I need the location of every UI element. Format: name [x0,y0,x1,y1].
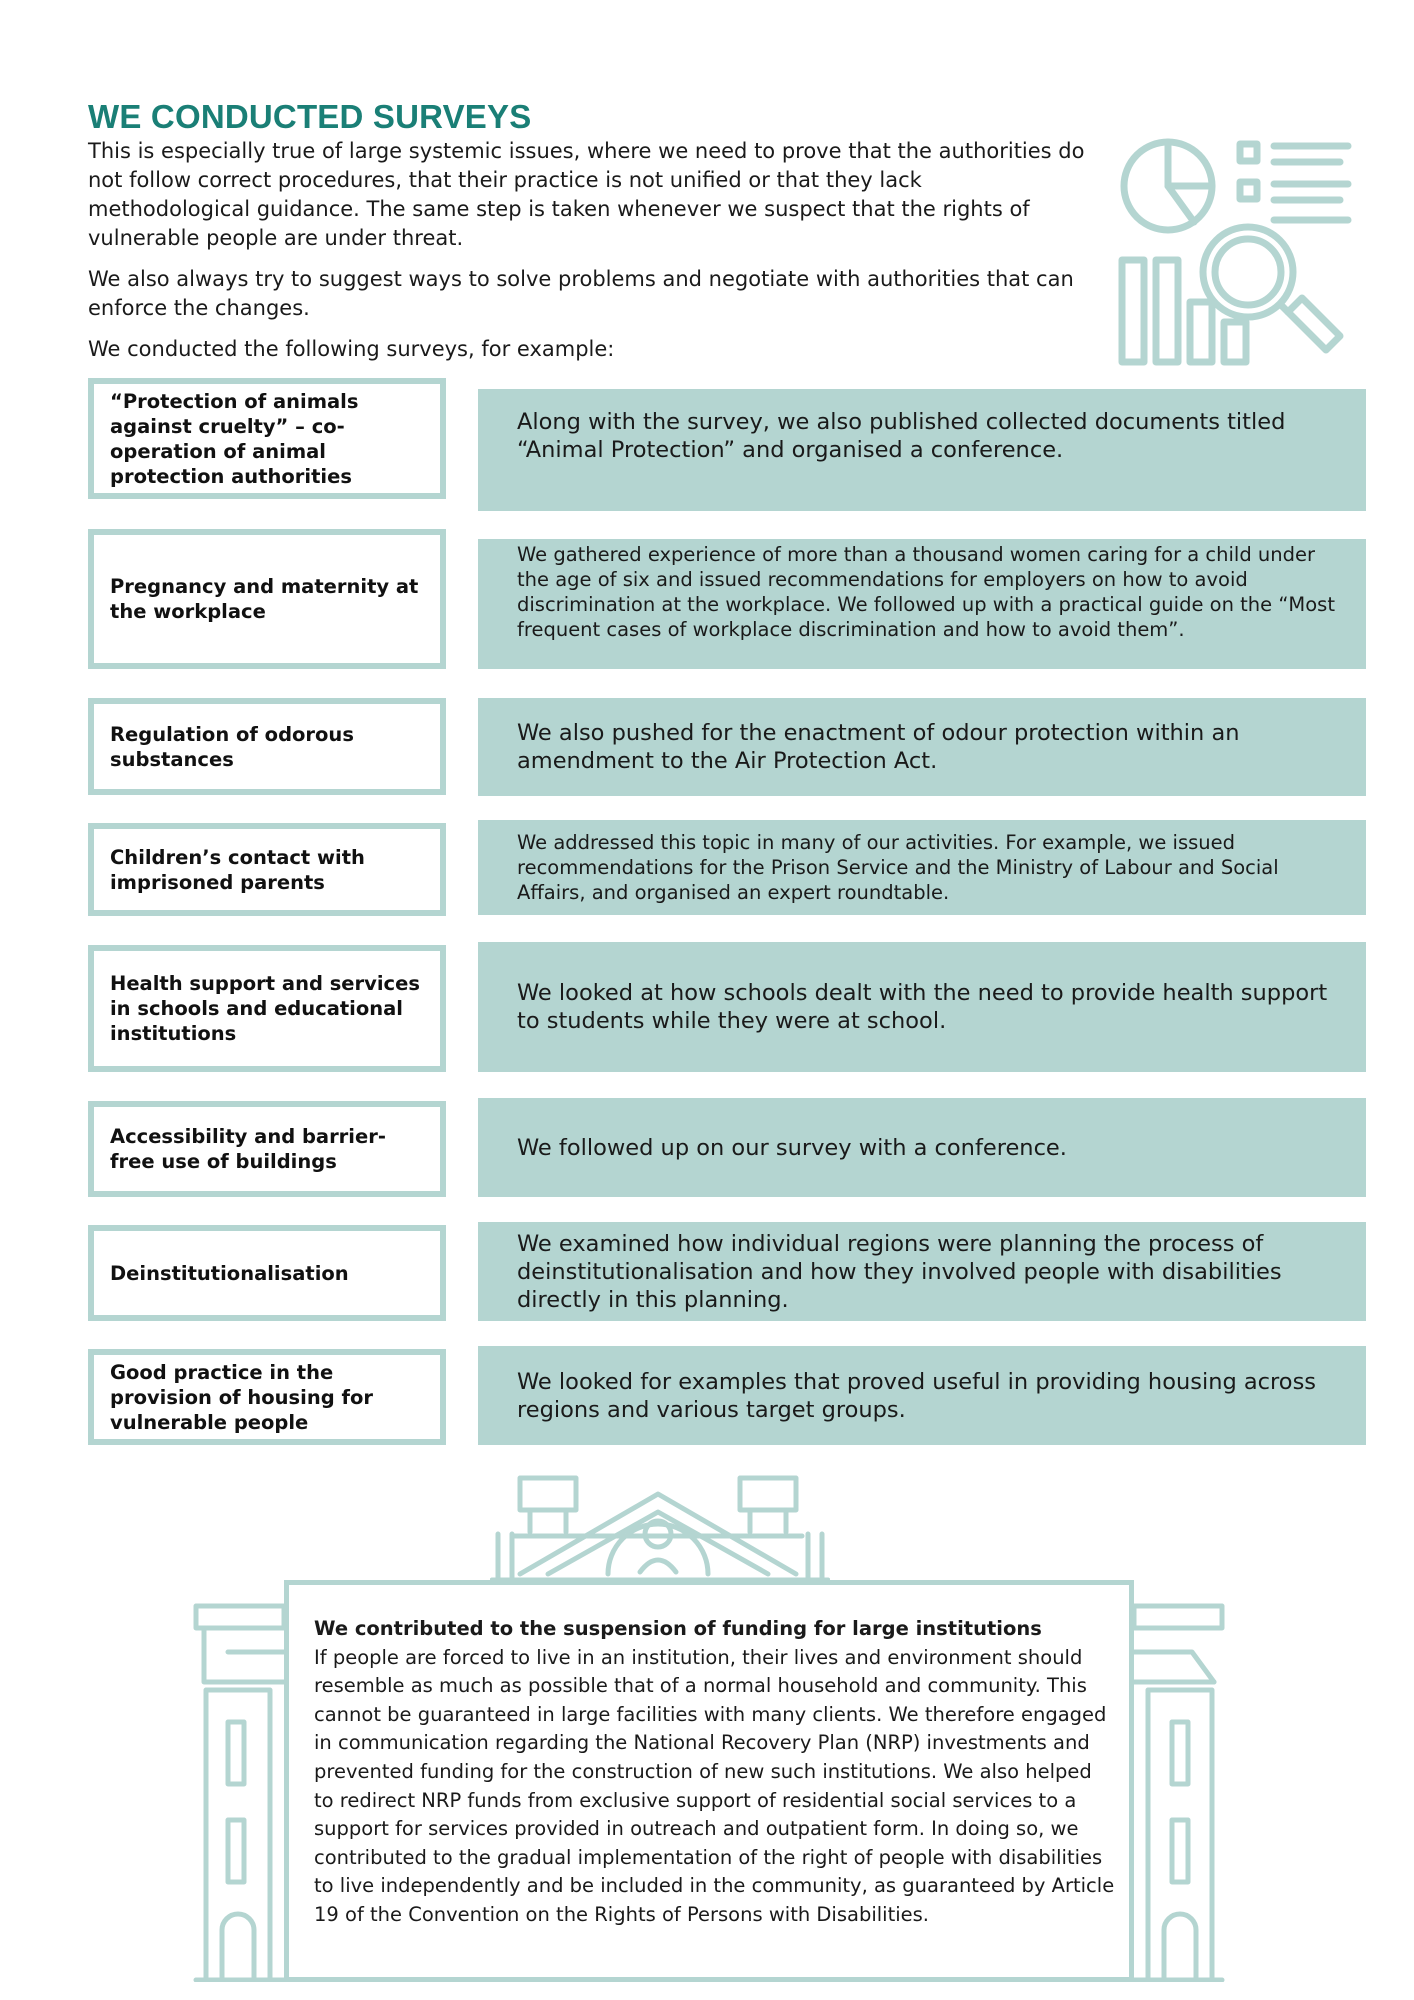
survey-analytics-icon [1118,132,1358,368]
survey-row [88,1098,1366,1197]
building-right-column-icon [1132,1590,1226,1982]
survey-row [88,942,1366,1072]
survey-description: We looked for examples that proved useful in providing housing across regions and various target groups. [478,1346,1366,1445]
callout-title: We contributed to the suspension of funding for large institutions [314,1617,1042,1640]
survey-topic: Pregnancy and maternity at the workplace [88,529,446,669]
survey-description: We examined how individual regions were planning the process of deinstitutionalisation and how they involved people with disabilities directly in this planning. [478,1222,1366,1321]
intro-paragraph-2: We also always try to suggest ways to solve problems and negotiate with authorities that can enforce the changes. [88,267,1074,320]
callout-box [284,1580,1134,1982]
survey-topic: Deinstitutionalisation [88,1225,446,1321]
intro-text [88,137,1123,376]
survey-description: We addressed this topic in many of our activities. For example, we issued recommendations for the Prison Service and the Ministry of Labour and Social Affairs, and organised an expert roundtable. [478,820,1366,915]
survey-row [88,698,1366,796]
callout-body: If people are forced to live in an institution, their lives and environment should resemble as much as possible that of a normal household and community. This cannot be guaranteed in large facilities with many clients. We therefore engaged in communication regarding the National Recovery Plan (NRP) investments and prevented funding for the construction of new such institutions. We also helped to redirect NRP funds from exclusive support of residential social services to a support for services provided in outreach and outpatient form. In doing so, we contributed to the gradual implementation of the right of people with disabilities to live independently and be included in the community, as guaranteed by Article 19 of the Convention on the Rights of Persons with Disabilities. [314,1645,1115,1926]
survey-description: We followed up on our survey with a conference. [478,1098,1366,1197]
survey-description: We also pushed for the enactment of odour protection within an amendment to the Air Protection Act. [478,698,1366,796]
survey-row [88,378,1366,500]
survey-topic: Children’s contact with imprisoned parents [88,823,446,916]
survey-topic: “Protection of animals against cruelty” – co-operation of animal protection authorities [88,378,446,499]
survey-description: We gathered experience of more than a thousand women caring for a child under the age of six and issued recommendations for employers on how to avoid discrimination at the workplace. We followed up with a practical guide on the “Most frequent cases of workplace discrimination and how to avoid them”. [478,539,1366,669]
survey-row [88,529,1366,669]
survey-row [88,820,1366,915]
survey-topic: Regulation of odorous substances [88,698,446,795]
survey-row [88,1222,1366,1321]
building-left-column-icon [192,1590,286,1982]
intro-paragraph-1: This is especially true of large systemic issues, where we need to prove that the authorities do not follow correct procedures, that their practice is not unified or that they lack methodological guidance. The same step is taken whenever we suspect that the rights of vulnerable people are under threat. [88,139,1085,250]
intro-paragraph-3: We conducted the following surveys, for example: [88,337,615,361]
survey-description: We looked at how schools dealt with the need to provide health support to students while they were at school. [478,942,1366,1072]
survey-description: Along with the survey, we also published collected documents titled “Animal Protection” and organised a conference. [478,389,1366,511]
survey-topic: Health support and services in schools and educational institutions [88,945,446,1072]
survey-row [88,1346,1366,1445]
page-title: WE CONDUCTED SURVEYS [88,98,532,135]
survey-topic: Accessibility and barrier-free use of buildings [88,1101,446,1197]
building-roof-icon [490,1472,830,1584]
survey-topic: Good practice in the provision of housing for vulnerable people [88,1349,446,1445]
